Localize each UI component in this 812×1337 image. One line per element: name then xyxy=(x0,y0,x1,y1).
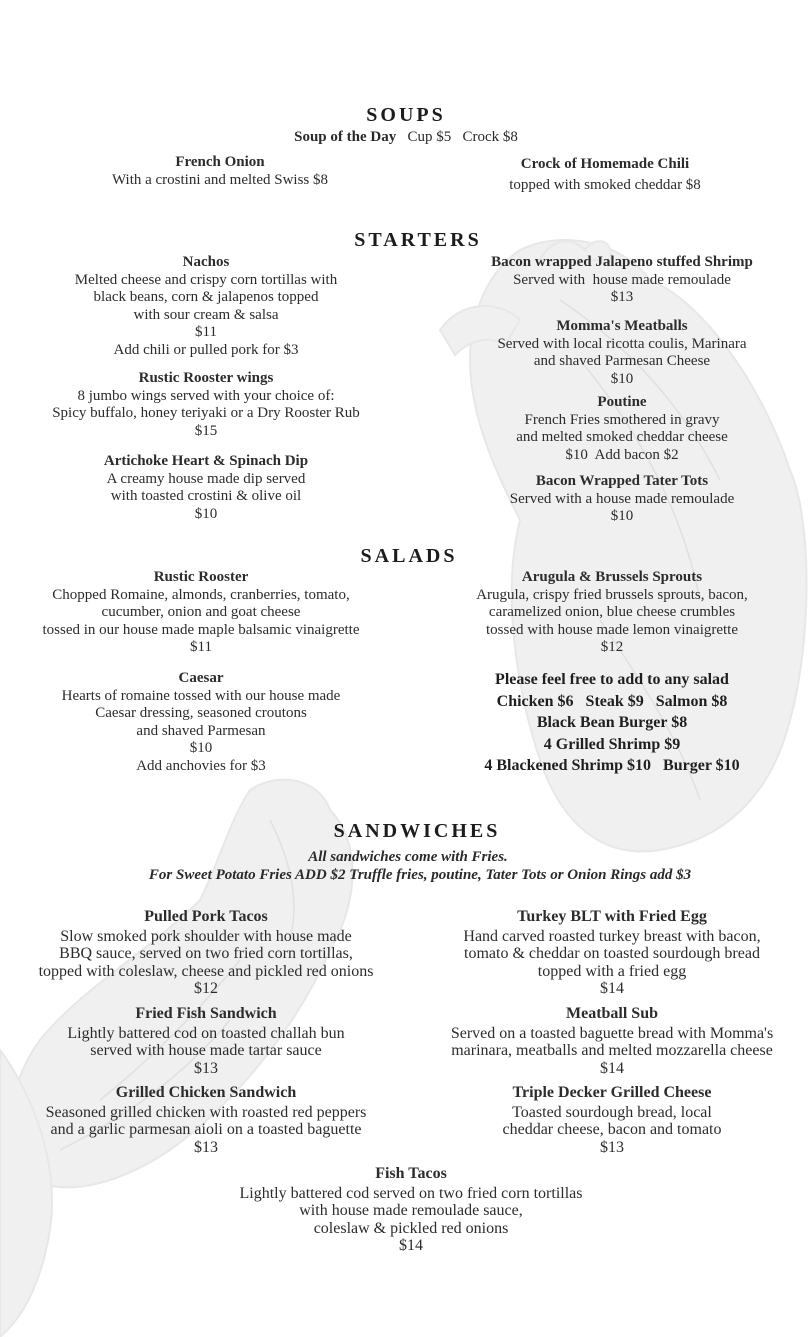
menu-item-arugula-salad xyxy=(418,569,806,657)
item-line: Served on a toasted baguette bread with Momma's xyxy=(450,1024,774,1042)
item-price: $10 xyxy=(189,740,213,756)
item-line: French Fries smothered in gravy xyxy=(524,411,720,428)
sandwiches-heading: SANDWICHES xyxy=(333,820,501,842)
item-line: Caesar dressing, seasoned croutons xyxy=(95,705,307,721)
item-price: $10 xyxy=(610,370,634,387)
item-price: $12 xyxy=(600,639,624,655)
menu-item-poutine xyxy=(430,394,812,464)
item-line: Chopped Romaine, almonds, cranberries, tomato, xyxy=(52,586,350,603)
item-line: and shaved Parmesan xyxy=(136,722,266,739)
salad-addon-line: Black Bean Burger $8 xyxy=(536,714,688,731)
menu-item-grilled-chicken-sandwich xyxy=(0,1082,412,1156)
menu-item-bacon-tater-tots xyxy=(430,473,812,526)
item-line: cucumber, onion and goat cheese xyxy=(101,604,301,620)
menu-item-meatball-sub xyxy=(414,1003,810,1077)
item-price: $13 xyxy=(600,1138,624,1156)
item-price: $10 xyxy=(610,508,634,524)
item-price: $13 xyxy=(610,289,634,305)
soups-heading: SOUPS xyxy=(366,104,446,126)
item-line: 8 jumbo wings served with your choice of: xyxy=(77,387,335,404)
item-name: Pulled Pork Tacos xyxy=(144,908,268,925)
item-name: Rustic Rooster xyxy=(153,569,249,585)
salad-addon-line: Chicken $6 Steak $9 Salmon $8 xyxy=(496,692,728,710)
item-line: with toasted crostini & olive oil xyxy=(110,488,302,504)
item-name: Turkey BLT with Fried Egg xyxy=(517,908,707,925)
item-price: $11 xyxy=(195,324,217,340)
menu-item-caesar xyxy=(0,670,402,775)
salad-addon-line: 4 Blackened Shrimp $10 Burger $10 xyxy=(484,757,740,774)
item-name: Grilled Chicken Sandwich xyxy=(115,1084,297,1101)
salads-heading: SALADS xyxy=(360,545,458,567)
item-line: served with house made tartar sauce xyxy=(90,1042,322,1059)
item-line: Lightly battered cod served on two fried corn tortillas xyxy=(239,1184,583,1202)
item-name: Arugula & Brussels Sprouts xyxy=(521,569,703,585)
item-line: tossed in our house made maple balsamic vinaigrette xyxy=(42,621,360,638)
item-line: tomato & cheddar on toasted sourdough bread xyxy=(464,945,760,962)
item-name: Rustic Rooster wings xyxy=(138,370,274,386)
item-line: Served with local ricotta coulis, Marinara xyxy=(497,335,747,352)
item-line: tossed with house made lemon vinaigrette xyxy=(485,621,739,638)
sandwiches-note-fries: All sandwiches come with Fries. xyxy=(308,849,508,865)
item-line: A creamy house made dip served xyxy=(106,470,306,487)
item-line: BBQ sauce, served on two fried corn tortillas, xyxy=(59,945,353,962)
item-line: cheddar cheese, bacon and tomato xyxy=(502,1121,722,1138)
item-price: $15 xyxy=(194,422,218,439)
item-line: caramelized onion, blue cheese crumbles xyxy=(488,604,736,620)
salad-addons-intro: Please feel free to add to any salad xyxy=(495,671,729,688)
menu-item-artichoke-dip xyxy=(16,453,396,523)
item-price: $10 Add bacon $2 xyxy=(565,446,679,463)
item-name: Artichoke Heart & Spinach Dip xyxy=(103,453,309,469)
item-name: Meatball Sub xyxy=(565,1005,658,1022)
item-line: Hearts of romaine tossed with our house made xyxy=(61,687,341,704)
sandwiches-note-sides: For Sweet Potato Fries ADD $2 Truffle fries, poutine, Tater Tots or Onion Rings add $3 xyxy=(148,867,692,883)
item-line: topped with coleslaw, cheese and pickled red onions xyxy=(38,962,374,980)
item-line: marinara, meatballs and melted mozzarella cheese xyxy=(451,1042,773,1059)
item-price: $11 xyxy=(190,639,212,655)
item-price: $14 xyxy=(600,980,624,997)
item-line: Hand carved roasted turkey breast with bacon, xyxy=(463,927,761,945)
item-price: $12 xyxy=(194,980,218,997)
item-line: Served with house made remoulade xyxy=(513,271,731,288)
item-name: Bacon wrapped Jalapeno stuffed Shrimp xyxy=(491,254,753,270)
item-name: Triple Decker Grilled Cheese xyxy=(512,1084,712,1101)
item-line: Slow smoked pork shoulder with house made xyxy=(60,927,352,945)
item-price: $13 xyxy=(194,1138,218,1156)
item-line: and melted smoked cheddar cheese xyxy=(516,429,728,445)
item-line: black beans, corn & jalapenos topped xyxy=(93,289,319,305)
item-line: Add anchovies for $3 xyxy=(136,757,266,774)
item-price: $14 xyxy=(600,1059,624,1077)
soup-prices: Cup $5 Crock $8 xyxy=(407,129,518,145)
item-line: with sour cream & salsa xyxy=(133,306,279,323)
item-name: Momma's Meatballs xyxy=(556,318,688,334)
item-line: Add chili or pulled pork for $3 xyxy=(113,341,299,358)
item-line: coleslaw & pickled red onions xyxy=(313,1219,509,1237)
item-name: Crock of Homemade Chili xyxy=(520,156,690,172)
item-line: Arugula, crispy fried brussels sprouts, bacon, xyxy=(476,586,748,603)
menu-item-pulled-pork-tacos xyxy=(0,906,412,998)
menu-item-mommas-meatballs xyxy=(430,318,812,388)
item-name: Caesar xyxy=(178,670,224,686)
item-line: with house made remoulade sauce, xyxy=(299,1202,523,1219)
item-description: With a crostini and melted Swiss $8 xyxy=(111,171,329,188)
item-name: Fried Fish Sandwich xyxy=(135,1005,277,1022)
item-line: Melted cheese and crispy corn tortillas with xyxy=(74,271,338,288)
item-price: $10 xyxy=(194,505,218,522)
soup-of-the-day-label: Soup of the Day xyxy=(294,129,397,145)
item-line: and shaved Parmesan Cheese xyxy=(533,353,711,369)
item-name: Poutine xyxy=(597,394,647,410)
item-line: Spicy buffalo, honey teriyaki or a Dry Rooster Rub xyxy=(52,405,360,421)
item-name: Fish Tacos xyxy=(375,1165,447,1182)
item-line: Lightly battered cod on toasted challah bun xyxy=(67,1024,345,1042)
menu-item-chili xyxy=(425,156,785,194)
menu-item-rooster-wings xyxy=(16,370,396,440)
item-price: $14 xyxy=(399,1237,423,1254)
item-name: Bacon Wrapped Tater Tots xyxy=(535,473,709,489)
menu-item-bacon-shrimp xyxy=(430,254,812,307)
menu-item-triple-decker-grilled-cheese xyxy=(414,1082,810,1156)
item-line: and a garlic parmesan aioli on a toasted baguette xyxy=(50,1121,362,1138)
item-line: Served with a house made remoulade xyxy=(509,490,735,507)
item-name: French Onion xyxy=(175,154,265,170)
menu-item-turkey-blt xyxy=(414,906,810,998)
item-price: $13 xyxy=(194,1059,218,1077)
menu-item-rustic-rooster-salad xyxy=(0,569,402,657)
menu-item-fried-fish-sandwich xyxy=(0,1003,412,1077)
item-description: topped with smoked cheddar $8 xyxy=(509,176,701,193)
salad-addons xyxy=(418,669,806,777)
menu-item-french-onion xyxy=(40,154,400,189)
item-line: topped with a fried egg xyxy=(537,962,687,980)
starters-heading: STARTERS xyxy=(354,229,482,251)
item-name: Nachos xyxy=(182,254,230,270)
item-line: Toasted sourdough bread, local xyxy=(512,1103,712,1121)
salad-addon-line: 4 Grilled Shrimp $9 xyxy=(543,735,681,753)
menu-item-fish-tacos xyxy=(206,1163,616,1255)
item-line: Seasoned grilled chicken with roasted red peppers xyxy=(45,1103,367,1121)
soup-of-the-day xyxy=(0,129,812,146)
menu-item-nachos xyxy=(16,254,396,359)
